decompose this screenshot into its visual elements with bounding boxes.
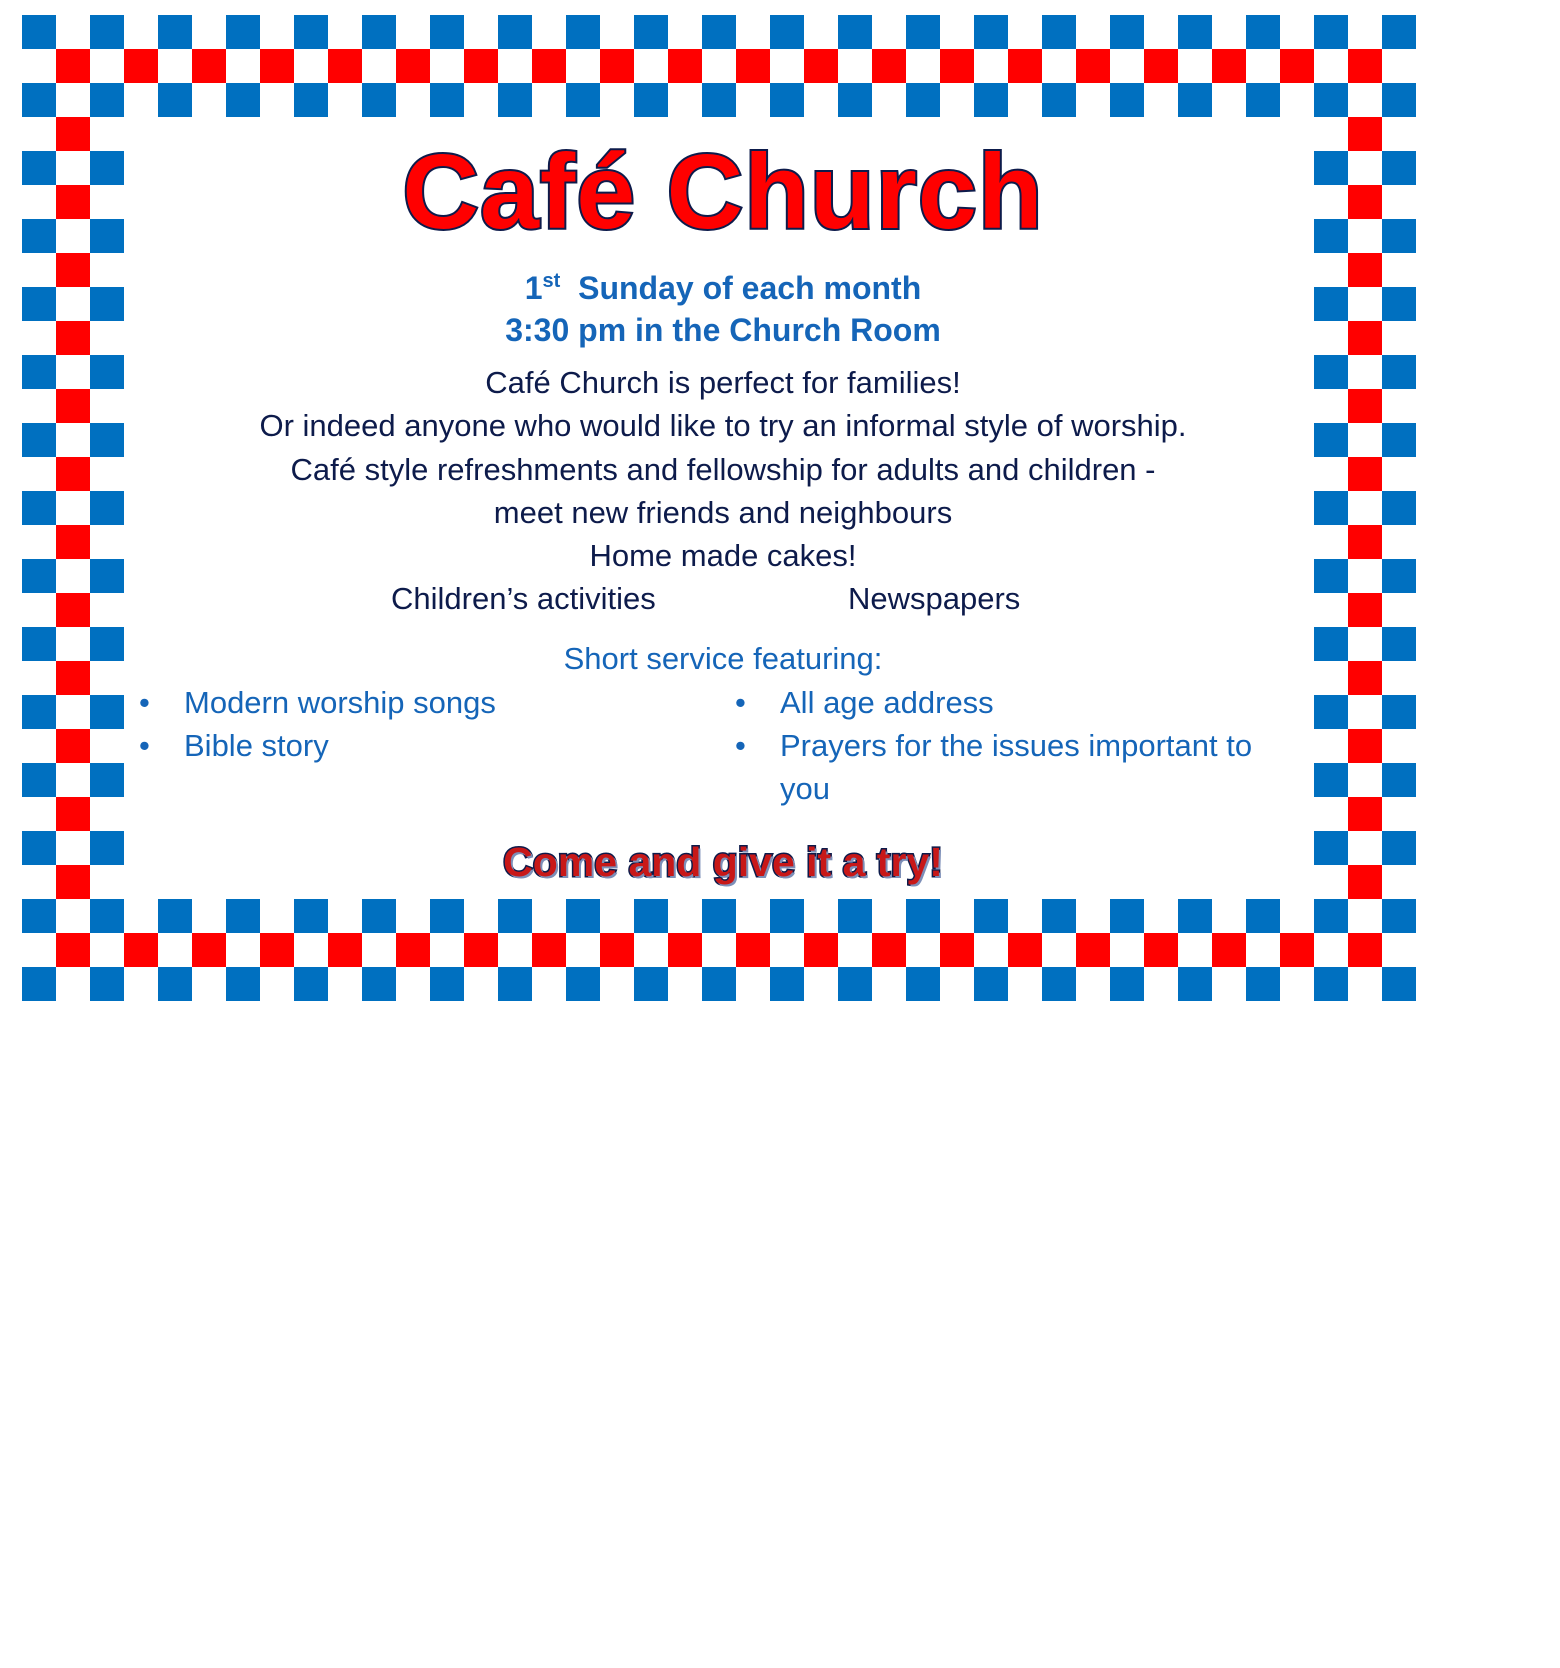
- day-text: Sunday of each month: [578, 270, 922, 306]
- day-suffix: st: [542, 270, 561, 292]
- schedule-time-place: 3:30 pm in the Church Room: [505, 312, 941, 348]
- day-number: 1: [524, 270, 543, 306]
- description-line-2: Or indeed anyone who would like to try an informal style of worship.: [259, 408, 1187, 443]
- bullet-icon: •: [139, 685, 150, 720]
- service-heading: Short service featuring:: [563, 641, 883, 676]
- poster-title: Café Church: [402, 133, 1044, 251]
- description-line-4: meet new friends and neighbours: [493, 495, 953, 530]
- list-item: • All age address: [735, 681, 1295, 724]
- description-line-5: Home made cakes!: [589, 538, 857, 573]
- description-line-3: Café style refreshments and fellowship for adults and children -: [290, 452, 1156, 487]
- service-list-right: [735, 681, 1295, 810]
- list-item: • Prayers for the issues important to you: [735, 724, 1295, 810]
- poster-content: [22, 15, 1424, 1005]
- extras-childrens-activities: Children’s activities: [391, 581, 656, 616]
- bullet-icon: •: [735, 685, 746, 720]
- description-line-1: Café Church is perfect for families!: [485, 365, 961, 400]
- service-list-left: [139, 681, 659, 767]
- cafe-church-poster: [22, 15, 1424, 1005]
- schedule-day: [22, 271, 1424, 304]
- call-to-action: Come and give it a try!: [503, 839, 943, 885]
- bullet-icon: •: [735, 728, 746, 763]
- list-item: • Modern worship songs: [139, 681, 659, 724]
- list-item: • Bible story: [139, 724, 659, 767]
- extras-newspapers: Newspapers: [848, 581, 1021, 616]
- bullet-icon: •: [139, 728, 150, 763]
